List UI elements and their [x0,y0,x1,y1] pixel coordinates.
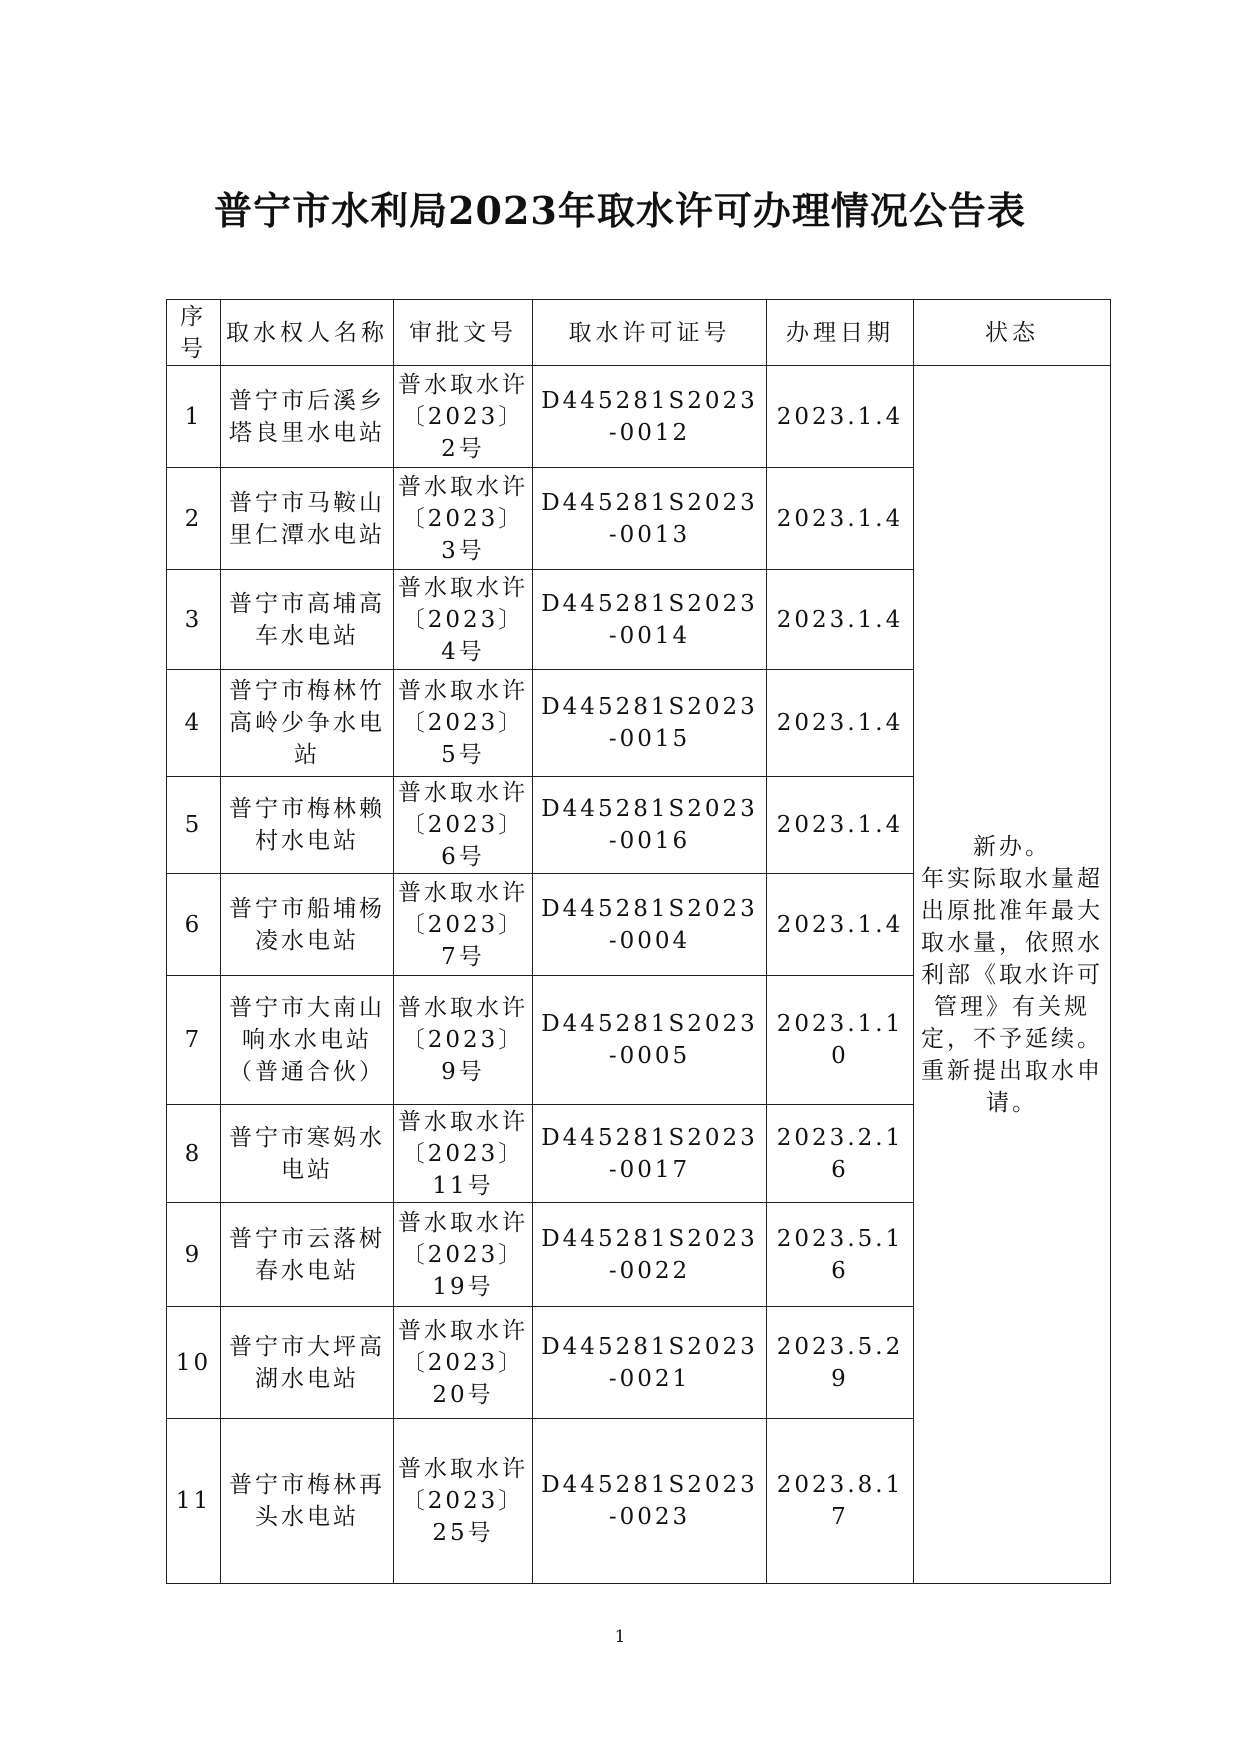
row-holder: 普宁市梅林赖村水电站 [221,777,394,874]
row-holder: 普宁市云落树春水电站 [221,1203,394,1307]
row-date: 2023.1.10 [767,976,914,1105]
row-holder: 普宁市寒妈水电站 [221,1105,394,1203]
row-approval: 普水取水许〔2023〕3号 [394,468,533,570]
row-permit: D445281S2023-0012 [533,366,767,468]
row-holder: 普宁市马鞍山里仁潭水电站 [221,468,394,570]
row-no: 5 [167,777,221,874]
row-permit: D445281S2023-0017 [533,1105,767,1203]
row-no: 11 [167,1419,221,1584]
row-date: 2023.8.17 [767,1419,914,1584]
page-title: 普宁市水利局2023年取水许可办理情况公告表 [214,188,1026,233]
row-no: 1 [167,366,221,468]
header-permit: 取水许可证号 [533,300,767,366]
row-holder: 普宁市后溪乡塔良里水电站 [221,366,394,468]
row-permit: D445281S2023-0014 [533,570,767,670]
row-approval: 普水取水许〔2023〕5号 [394,670,533,777]
row-holder: 普宁市高埔高车水电站 [221,570,394,670]
permit-table [166,299,1111,1584]
row-permit: D445281S2023-0004 [533,874,767,976]
header-no-line2: 号 [180,335,207,362]
row-date: 2023.1.4 [767,874,914,976]
row-no: 7 [167,976,221,1105]
status-line-1: 新办。 [973,833,1051,860]
row-permit: D445281S2023-0013 [533,468,767,570]
row-permit: D445281S2023-0005 [533,976,767,1105]
row-no: 10 [167,1307,221,1419]
row-holder: 普宁市梅林竹高岭少争水电站 [221,670,394,777]
row-approval: 普水取水许〔2023〕2号 [394,366,533,468]
row-permit: D445281S2023-0021 [533,1307,767,1419]
header-holder: 取水权人名称 [221,300,394,366]
row-approval: 普水取水许〔2023〕11号 [394,1105,533,1203]
header-approval: 审批文号 [394,300,533,366]
status-cell [914,366,1111,1584]
row-no: 3 [167,570,221,670]
row-permit: D445281S2023-0016 [533,777,767,874]
row-permit: D445281S2023-0023 [533,1419,767,1584]
row-date: 2023.5.16 [767,1203,914,1307]
row-holder: 普宁市大坪高湖水电站 [221,1307,394,1419]
header-no-line1: 序 [180,303,207,330]
row-no: 9 [167,1203,221,1307]
row-holder: 普宁市梅林再头水电站 [221,1419,394,1584]
row-approval: 普水取水许〔2023〕4号 [394,570,533,670]
table-row [167,366,1111,468]
row-holder: 普宁市船埔杨凌水电站 [221,874,394,976]
row-date: 2023.1.4 [767,366,914,468]
row-date: 2023.1.4 [767,670,914,777]
status-line-2: 年实际取水量超出原批准年最大取水量，依照水利部《取水许可管理》有关规定，不予延续。重新提出取水申请。 [921,865,1103,1116]
row-date: 2023.1.4 [767,777,914,874]
page-number: 1 [614,1627,626,1647]
row-approval: 普水取水许〔2023〕6号 [394,777,533,874]
row-approval: 普水取水许〔2023〕7号 [394,874,533,976]
row-approval: 普水取水许〔2023〕25号 [394,1419,533,1584]
row-permit: D445281S2023-0022 [533,1203,767,1307]
row-no: 2 [167,468,221,570]
row-approval: 普水取水许〔2023〕9号 [394,976,533,1105]
row-no: 8 [167,1105,221,1203]
row-holder: 普宁市大南山响水水电站（普通合伙） [221,976,394,1105]
row-date: 2023.1.4 [767,570,914,670]
table-header-row [167,300,1111,366]
row-approval: 普水取水许〔2023〕19号 [394,1203,533,1307]
row-date: 2023.5.29 [767,1307,914,1419]
row-date: 2023.1.4 [767,468,914,570]
row-permit: D445281S2023-0015 [533,670,767,777]
header-date: 办理日期 [767,300,914,366]
header-status: 状态 [914,300,1111,366]
row-no: 6 [167,874,221,976]
row-approval: 普水取水许〔2023〕20号 [394,1307,533,1419]
header-no [167,300,221,366]
row-date: 2023.2.16 [767,1105,914,1203]
row-no: 4 [167,670,221,777]
